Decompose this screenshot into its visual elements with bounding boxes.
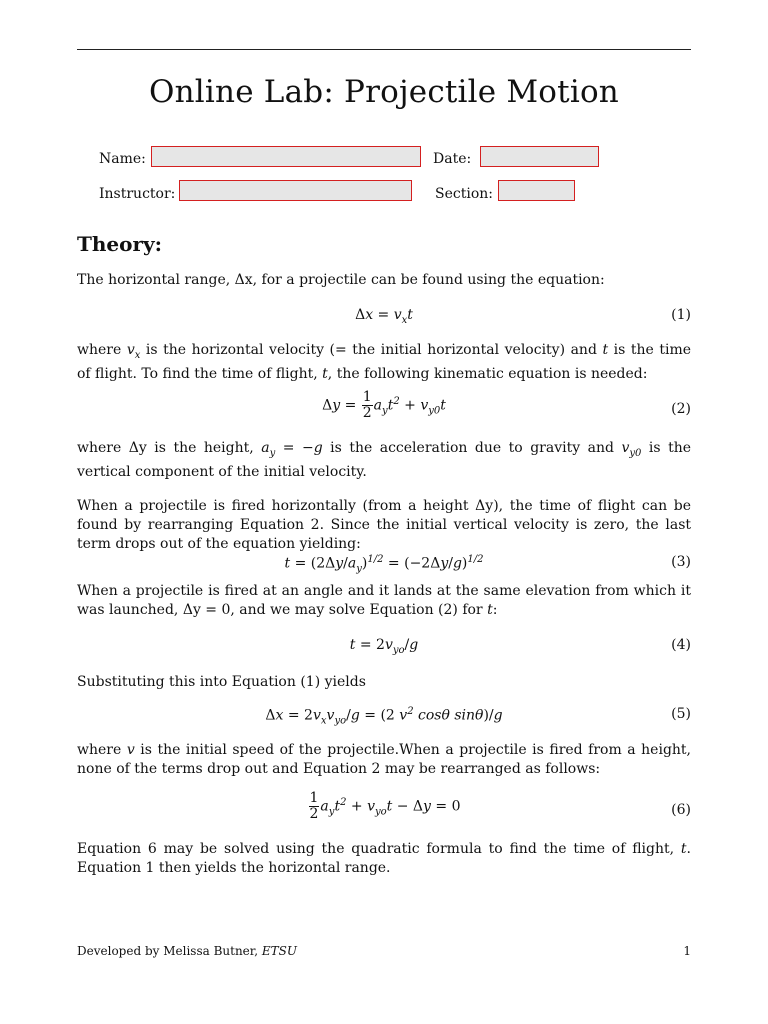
equation-2: Δy = $\frac{1}{2}$ $a_yt^2 + v_{y0}t$ (2) xyxy=(322,389,691,421)
paragraph-horizontal-fire: When a projectile is fired horizontally (from a height Δy), the time of flight can be found by rearranging Equation 2. Since the initial vertical velocity is zero, the last term drops out of the equation yielding: xyxy=(77,498,691,552)
footer-institution: ETSU xyxy=(261,944,297,958)
paragraph-quadratic: Equation 6 may be solved using the quadratic formula to find the time of flight, t. Equation 1 then yields the horizontal range. xyxy=(77,841,691,876)
footer-credit: Developed by Melissa Butner, ETSU xyxy=(77,944,297,958)
equation-number: (5) xyxy=(671,706,691,722)
name-label: Name: xyxy=(99,151,146,167)
equation-1: $\Delta x = v_xt$ (1) xyxy=(355,307,691,326)
section-field[interactable] xyxy=(498,180,575,201)
section-label: Section: xyxy=(435,186,493,202)
page-number: 1 xyxy=(683,944,691,958)
paragraph-angle-fire: When a projectile is fired at an angle and it lands at the same elevation from which it was launched, Δy = 0, and we may solve Equation (2) for t: xyxy=(77,583,691,618)
equation-number: (2) xyxy=(671,401,691,417)
instructor-label: Instructor: xyxy=(99,186,176,202)
equation-6: $\frac{1}{2}$ $a_yt^2 + v_{yo}t - \Delta y = 0$ (6) xyxy=(309,790,691,822)
equation-3: $t = (2\Delta y/a_y)^{1/2} = (-2\Delta y/g)^{1/2}$ (3) xyxy=(284,554,691,575)
date-field[interactable] xyxy=(480,146,599,167)
paragraph-range: The horizontal range, Δx, for a projectile can be found using the equation: xyxy=(77,272,605,288)
section-heading-theory: Theory: xyxy=(77,232,163,256)
top-rule xyxy=(77,49,691,50)
equation-number: (3) xyxy=(671,554,691,570)
equation-4: $t = 2v_{yo}/g$ (4) xyxy=(349,637,691,656)
paragraph-velocity: where $v_x$ is the horizontal velocity (= the initial horizontal velocity) and t is the time of flight. To find the time of flight, t, the following kinematic equation is needed: xyxy=(77,342,692,382)
date-label: Date: xyxy=(433,151,472,167)
paragraph-substituting: Substituting this into Equation (1) yields xyxy=(77,674,366,690)
paragraph-height: where Δy is the height, $a_y = -g$ is the acceleration due to gravity and $v_{y0}$ is the vertical component of the initial velocity. xyxy=(77,440,691,480)
instructor-field[interactable] xyxy=(179,180,412,201)
page-title: Online Lab: Projectile Motion xyxy=(149,74,619,110)
equation-5: $\Delta x = 2v_xv_{yo}/g = (2$ $v^2$ cosθ sinθ)/g (5) xyxy=(265,706,691,727)
equation-number: (4) xyxy=(671,637,691,653)
equation-number: (6) xyxy=(671,802,691,818)
equation-number: (1) xyxy=(671,307,691,323)
name-field[interactable] xyxy=(151,146,421,167)
paragraph-initial-speed: where v is the initial speed of the projectile.When a projectile is fired from a height, none of the terms drop out and Equation 2 may be rearranged as follows: xyxy=(77,742,692,777)
